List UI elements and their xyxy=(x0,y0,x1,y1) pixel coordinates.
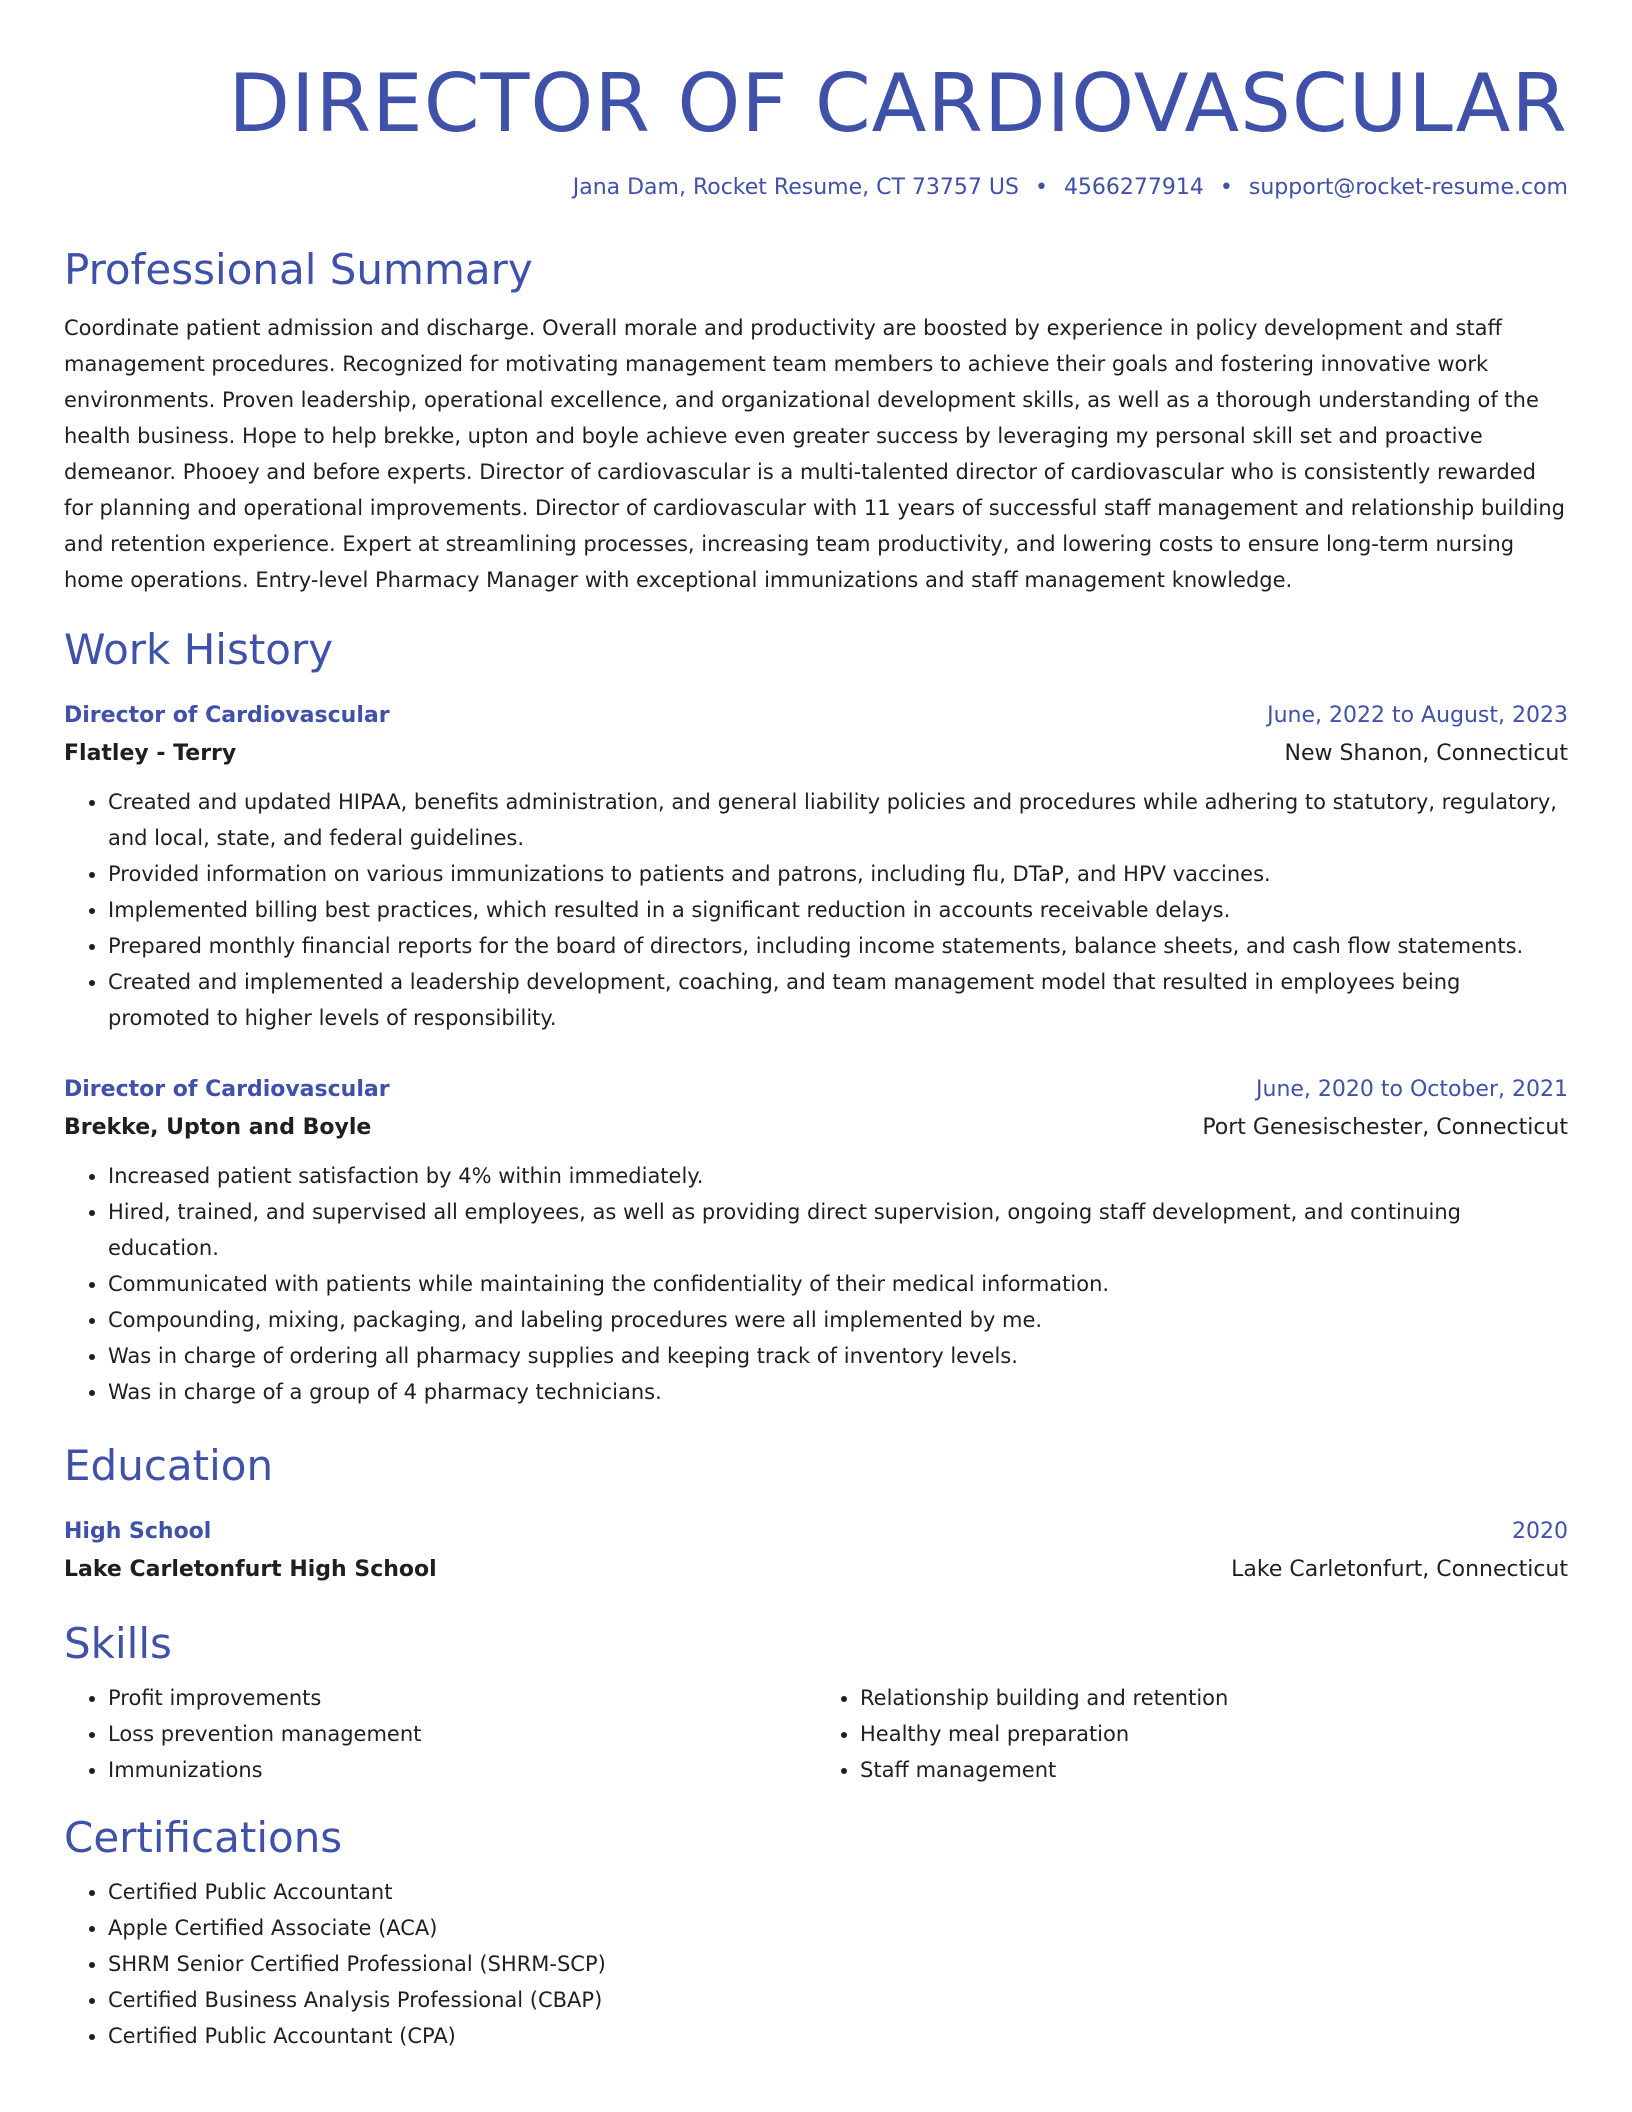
work-history-heading: Work History xyxy=(64,625,334,674)
resume-page xyxy=(64,0,1568,2054)
contact-line xyxy=(64,172,1568,204)
contact-email: support@rocket-resume.com xyxy=(1248,175,1568,200)
job-bullet: • Increased patient satisfaction by 4% within immediately. xyxy=(108,1158,1568,1194)
education-entry xyxy=(64,1514,1568,1590)
skills-section xyxy=(64,1618,1568,1788)
education-year: 2020 xyxy=(1512,1519,1568,1544)
job-bullet: • Hired, trained, and supervised all employees, as well as providing direct supervision, ongoing staff development, and continuing education. xyxy=(108,1194,1568,1266)
certifications-list xyxy=(64,1874,1568,2054)
certification-item: • Certified Public Accountant (CPA) xyxy=(108,2018,1568,2054)
certification-item: • SHRM Senior Certified Professional (SHRM-SCP) xyxy=(108,1946,1568,1982)
job-entry xyxy=(64,1072,1568,1410)
education-school-row xyxy=(64,1550,1568,1590)
job-company: Flatley - Terry xyxy=(64,741,237,766)
skills-list-right xyxy=(816,1680,1568,1788)
job-bullet: • Prepared monthly financial reports for the board of directors, including income statements, balance sheets, and cash flow statements. xyxy=(108,928,1568,964)
contact-separator: • xyxy=(1219,175,1233,200)
education-section xyxy=(64,1440,1568,1590)
education-location: Lake Carletonfurt, Connecticut xyxy=(1231,1557,1568,1582)
job-bullet: • Was in charge of ordering all pharmacy supplies and keeping track of inventory levels. xyxy=(108,1338,1568,1374)
certification-item: • Certified Public Accountant xyxy=(108,1874,1568,1910)
job-bullet: • Provided information on various immunizations to patients and patrons, including flu, DTaP, and HPV vaccines. xyxy=(108,856,1568,892)
job-dates: June, 2022 to August, 2023 xyxy=(1267,703,1568,728)
summary-heading: Professional Summary xyxy=(64,245,533,294)
job-title: Director of Cardiovascular xyxy=(64,703,390,728)
work-history-section xyxy=(64,624,1568,1410)
skill-item: • Immunizations xyxy=(108,1752,816,1788)
skill-item: • Healthy meal preparation xyxy=(860,1716,1568,1752)
certifications-section xyxy=(64,1812,1568,2054)
resume-header xyxy=(64,0,1568,204)
job-company-row xyxy=(64,1108,1568,1148)
skill-item: • Staff management xyxy=(860,1752,1568,1788)
skill-item: • Profit improvements xyxy=(108,1680,816,1716)
job-location: Port Genesischester, Connecticut xyxy=(1202,1115,1568,1140)
certification-item: • Apple Certified Associate (ACA) xyxy=(108,1910,1568,1946)
skill-item: • Relationship building and retention xyxy=(860,1680,1568,1716)
contact-address: Jana Dam, Rocket Resume, CT 73757 US xyxy=(572,175,1019,200)
contact-phone: 4566277914 xyxy=(1063,175,1204,200)
skills-heading: Skills xyxy=(64,1619,172,1668)
job-bullet: • Created and updated HIPAA, benefits administration, and general liability policies and procedures while adhering to statutory, regulatory, and local, state, and federal guidelines. xyxy=(108,784,1568,856)
job-location: New Shanon, Connecticut xyxy=(1284,741,1568,766)
summary-text: Coordinate patient admission and discharge. Overall morale and productivity are boosted by experience in policy development and staff management procedures. Recognized for motivating management team members to achieve their goals and fostering innovative work environments. Proven leadership, operational excellence, and organizational development skills, as well as a thorough understanding of the health business. Hope to help brekke, upton and boyle achieve even greater success by leveraging my personal skill set and proactive demeanor. Phooey and before experts. Director of cardiovascular is a multi-talented director of cardiovascular who is consistently rewarded for planning and operational improvements. Director of cardiovascular with 11 years of successful staff management and relationship building and retention experience. Expert at streamlining processes, increasing team productivity, and lowering costs to ensure long-term nursing home operations. Entry-level Pharmacy Manager with exceptional immunizations and staff management knowledge. xyxy=(64,316,1565,592)
certification-item: • Certified Business Analysis Professional (CBAP) xyxy=(108,1982,1568,2018)
skills-columns xyxy=(64,1680,1568,1788)
education-header-row xyxy=(64,1514,1568,1550)
education-school: Lake Carletonfurt High School xyxy=(64,1557,437,1582)
certifications-heading: Certifications xyxy=(64,1813,343,1862)
job-bullet: • Implemented billing best practices, which resulted in a significant reduction in accounts receivable delays. xyxy=(108,892,1568,928)
job-company-row xyxy=(64,734,1568,774)
job-entry xyxy=(64,698,1568,1036)
education-degree: High School xyxy=(64,1519,212,1544)
job-dates: June, 2020 to October, 2021 xyxy=(1256,1077,1568,1102)
contact-separator: • xyxy=(1034,175,1048,200)
education-heading: Education xyxy=(64,1441,274,1490)
job-bullet: • Was in charge of a group of 4 pharmacy technicians. xyxy=(108,1374,1568,1410)
job-bullet: • Compounding, mixing, packaging, and labeling procedures were all implemented by me. xyxy=(108,1302,1568,1338)
summary-section xyxy=(64,244,1568,598)
job-title: Director of Cardiovascular xyxy=(64,1077,390,1102)
job-company: Brekke, Upton and Boyle xyxy=(64,1115,372,1140)
job-header-row xyxy=(64,1072,1568,1108)
job-bullet: • Communicated with patients while maintaining the confidentiality of their medical information. xyxy=(108,1266,1568,1302)
skills-list-left xyxy=(64,1680,816,1788)
resume-title: DIRECTOR OF CARDIOVASCULAR xyxy=(228,57,1568,150)
job-bullets xyxy=(64,784,1568,1036)
job-bullet: • Created and implemented a leadership development, coaching, and team management model that resulted in employees being promoted to higher levels of responsibility. xyxy=(108,964,1568,1036)
job-bullets xyxy=(64,1158,1568,1410)
skill-item: • Loss prevention management xyxy=(108,1716,816,1752)
job-header-row xyxy=(64,698,1568,734)
